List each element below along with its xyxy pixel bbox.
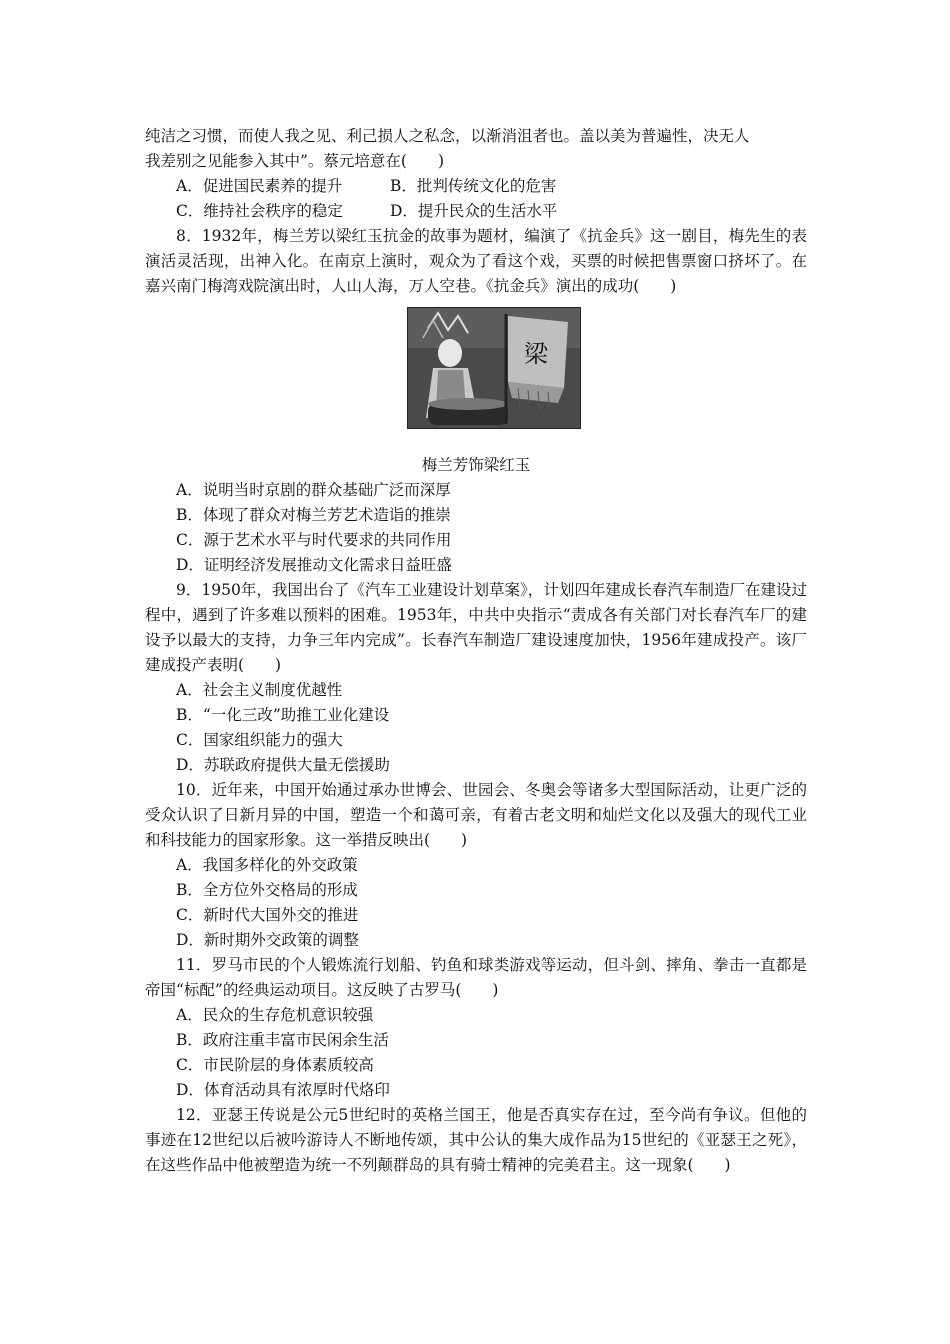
q11-option-c[interactable]: C．市民阶层的身体素质较高 — [176, 1056, 374, 1074]
option-d[interactable]: D．提升民众的生活水平 — [390, 202, 558, 220]
q10-option-d[interactable]: D．新时期外交政策的调整 — [176, 931, 359, 949]
intro-line-1: 纯洁之习惯，而使人我之见、利己损人之私念，以渐消沮者也。盖以美为普遍性，决无人 — [145, 127, 750, 145]
q9-option-c[interactable]: C．国家组织能力的强大 — [176, 731, 343, 749]
flag-character: 梁 — [524, 340, 548, 368]
q8-option-b[interactable]: B．体现了群众对梅兰芳艺术造诣的推崇 — [176, 506, 451, 524]
question-9-stem: 9．1950年，我国出台了《汽车工业建设计划草案》，计划四年建成长春汽车制造厂在建设过程中，遇到了许多难以预料的困难。1953年，中共中央指示“责成各有关部门对长春汽车厂的建设予以最大的支持，力争三年内完成”。长春汽车制造厂建设速度加快，1956年建成投产。该厂建成投产表明( ) — [145, 581, 807, 674]
intro-options-row-1 — [145, 174, 807, 199]
q8-option-a[interactable]: A．说明当时京剧的群众基础广泛而深厚 — [176, 481, 451, 499]
question-11-stem: 11．罗马市民的个人锻炼流行划船、钓鱼和球类游戏等运动，但斗剑、摔角、拳击一直都是帝国“标配”的经典运动项目。这反映了古罗马( ) — [145, 956, 807, 999]
option-c[interactable]: C．维持社会秩序的稳定 — [176, 202, 343, 220]
exam-page — [145, 124, 807, 1178]
intro-options-row-2 — [145, 199, 807, 224]
q11-option-a[interactable]: A．民众的生存危机意识较强 — [176, 1006, 374, 1024]
option-b[interactable]: B．批判传统文化的危害 — [390, 177, 557, 195]
q10-option-c[interactable]: C．新时代大国外交的推进 — [176, 906, 359, 924]
q9-option-a[interactable]: A．社会主义制度优越性 — [176, 681, 343, 699]
q8-option-d[interactable]: D．证明经济发展推动文化需求日益旺盛 — [176, 556, 452, 574]
q10-option-b[interactable]: B．全方位外交格局的形成 — [176, 881, 358, 899]
q9-option-d[interactable]: D．苏联政府提供大量无偿援助 — [176, 756, 390, 774]
q10-option-a[interactable]: A．我国多样化的外交政策 — [176, 856, 358, 874]
question-8-stem: 8．1932年，梅兰芳以梁红玉抗金的故事为题材，编演了《抗金兵》这一剧目，梅先生的表演活灵活现，出神入化。在南京上演时，观众为了看这个戏，买票的时候把售票窗口挤坏了。在嘉兴南门梅湾戏院演出时，人山人海，万人空巷。《抗金兵》演出的成功( ) — [145, 227, 807, 295]
question-10-stem: 10．近年来，中国开始通过承办世博会、世园会、冬奥会等诸多大型国际活动，让更广泛的受众认识了日新月异的中国，塑造一个和蔼可亲，有着古老文明和灿烂文化以及强大的现代工业和科技能力的国家形象。这一举措反映出( ) — [145, 781, 807, 849]
opera-photo — [407, 307, 581, 429]
question-12-stem: 12．亚瑟王传说是公元5世纪时的英格兰国王，他是否真实存在过，至今尚有争议。但他的事迹在12世纪以后被吟游诗人不断地传颂，其中公认的集大成作品为15世纪的《亚瑟王之死》，在这些作品中他被塑造为统一不列颠群岛的具有骑士精神的完美君主。这一现象( ) — [145, 1106, 807, 1174]
question-8-figure — [145, 307, 807, 427]
intro-line-2: 我差别之见能参入其中”。蔡元培意在( ) — [145, 152, 445, 170]
q9-option-b[interactable]: B．“一化三改”助推工业化建设 — [176, 706, 390, 724]
q11-option-d[interactable]: D．体育活动具有浓厚时代烙印 — [176, 1081, 390, 1099]
q8-option-c[interactable]: C．源于艺术水平与时代要求的共同作用 — [176, 531, 452, 549]
figure-caption: 梅兰芳饰梁红玉 — [421, 456, 531, 474]
option-a[interactable]: A．促进国民素养的提升 — [176, 177, 343, 195]
opera-performer-illustration — [408, 308, 580, 428]
q11-option-b[interactable]: B．政府注重丰富市民闲余生活 — [176, 1031, 389, 1049]
